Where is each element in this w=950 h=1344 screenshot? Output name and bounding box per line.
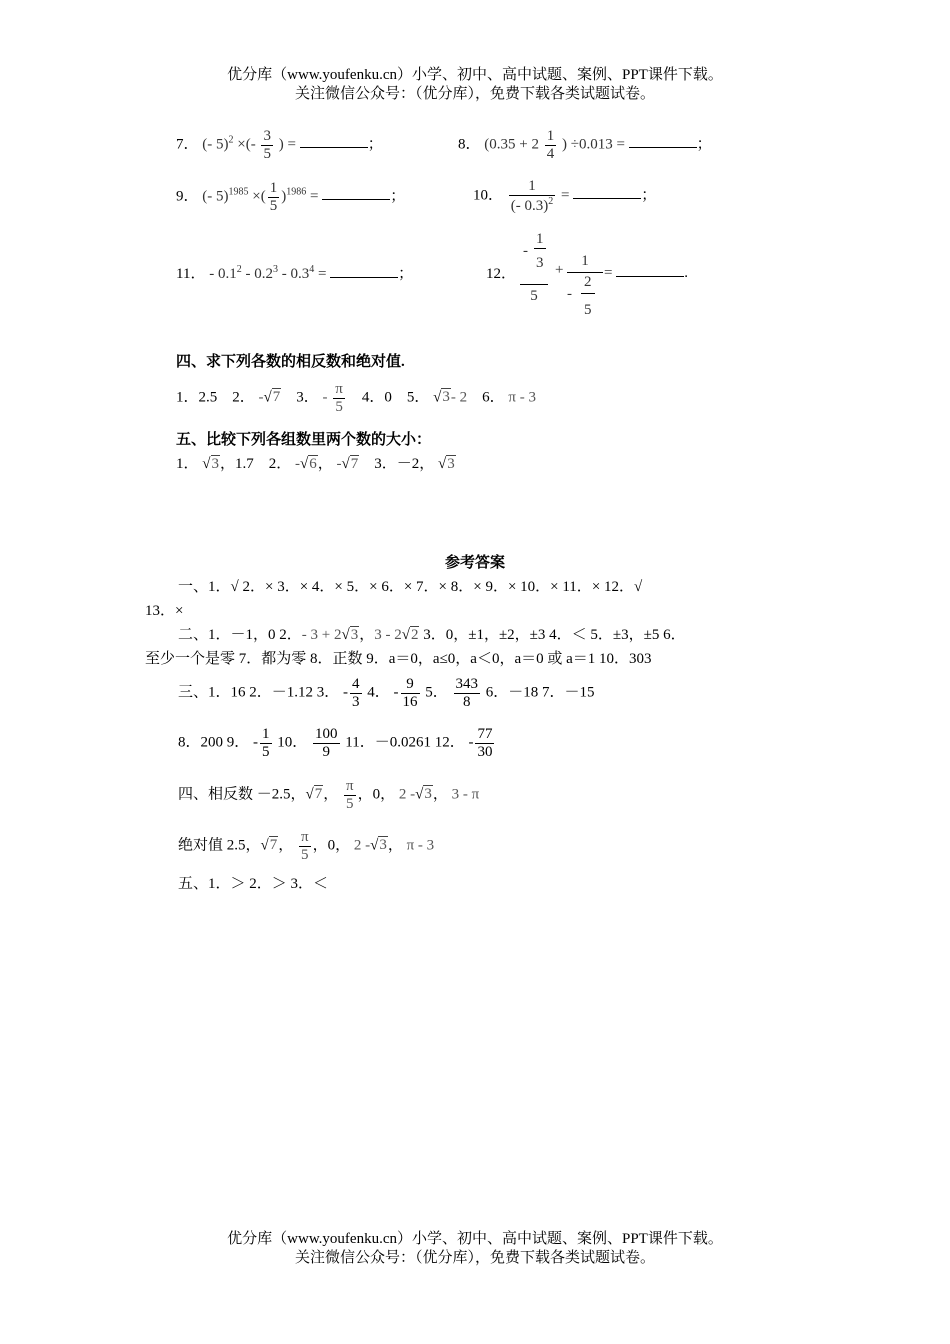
- radicand: 3: [211, 456, 219, 472]
- answers-part-4-opposites: [145, 778, 805, 812]
- opposites-row: 四、相反数 －2.5，√7， $\frac{\pi}{5}$ ，0， 2 -√3， 3 - π: [178, 778, 480, 812]
- denominator: 5: [262, 743, 270, 760]
- problem-number: 8．: [458, 136, 481, 153]
- exponent: 2: [236, 264, 242, 275]
- exponent: 3: [272, 264, 278, 275]
- minus-sign: -: [336, 456, 342, 472]
- separator: ；: [641, 187, 657, 204]
- exponent: 1985: [228, 186, 249, 198]
- denominator: 5: [263, 145, 271, 162]
- minus-sign: -: [468, 734, 474, 751]
- text: ，0，: [312, 837, 351, 854]
- radicand: 6: [309, 456, 317, 472]
- fraction: [344, 778, 356, 812]
- answer-blank[interactable]: [629, 133, 697, 148]
- radicand: 7: [269, 837, 278, 854]
- minus-sign: -: [322, 389, 328, 406]
- section-5-title: 五、比较下列各组数里两个数的大小：: [176, 432, 432, 448]
- denominator: 4: [546, 145, 555, 162]
- separator: ；: [390, 188, 406, 205]
- denominator: 9: [322, 743, 331, 760]
- denominator: 5: [346, 795, 354, 812]
- denominator: 16: [402, 693, 418, 710]
- text: 二、1．－1，0 2．: [178, 627, 302, 643]
- text: 8．200 9．: [178, 734, 250, 751]
- text: 3．0，±1，±2，±3 4．＜ 5．±3，±5 6．: [419, 627, 686, 643]
- equals-sign: =: [604, 265, 613, 281]
- answers-part-4-absolute: [145, 829, 805, 863]
- expr: - 2: [450, 389, 468, 406]
- section-4-title: 四、求下列各数的相反数和绝对值.: [176, 354, 405, 370]
- item-3-label: 3．－2，: [374, 456, 435, 472]
- expr: - 0.2: [245, 266, 273, 282]
- problem-12-fraction-a: [520, 230, 548, 305]
- expr: ) =: [278, 136, 296, 153]
- item-4: 4．0: [361, 389, 392, 406]
- answer-blank[interactable]: [322, 185, 390, 200]
- denominator: 5: [269, 197, 278, 214]
- radicand: 3: [379, 837, 387, 854]
- denominator: 30: [477, 743, 493, 760]
- answer-blank[interactable]: [573, 184, 641, 199]
- separator: ；: [696, 136, 712, 153]
- expr: (- 5): [202, 136, 229, 153]
- text: 11．－0.0261 12．: [345, 734, 465, 751]
- expr: - 0.1: [209, 266, 237, 282]
- expr: ): [281, 188, 287, 205]
- numerator: 1: [546, 128, 555, 144]
- expr: ，1.7: [220, 456, 254, 472]
- problem-number: 7．: [176, 136, 199, 153]
- expr: 3 - 2: [374, 627, 402, 643]
- minus-sign: -: [258, 389, 264, 406]
- item-1: 1．2.5: [176, 389, 218, 406]
- expr: =: [561, 187, 570, 204]
- section-5-items: 1． √3，1.7 2． -√6， -√7 3．－2， √3: [176, 456, 455, 472]
- answer-blank[interactable]: [300, 133, 368, 148]
- numerator: 3: [263, 128, 271, 144]
- expr: =: [309, 188, 319, 205]
- fraction: [260, 726, 272, 760]
- problem-12-fraction-b: [567, 252, 603, 321]
- fraction: [509, 178, 556, 214]
- fraction-a-numerator: [520, 230, 548, 284]
- separator: .: [684, 265, 688, 281]
- problem-7: [176, 128, 383, 162]
- answers-part-1-line-1: 一、1．√ 2．× 3．× 4．× 5．× 6．× 7．× 8．× 9．× 10．× 11．× 12．√: [178, 579, 643, 595]
- inner-numerator: 2: [584, 274, 592, 290]
- expr: (- 5): [202, 188, 229, 205]
- text: 四、相反数 －2.5，: [178, 786, 306, 803]
- fraction: [350, 676, 362, 710]
- expr: 2 -: [353, 837, 371, 854]
- answers-part-3-line-2: [145, 726, 805, 760]
- minus-sign: -: [253, 734, 259, 751]
- fraction: [545, 128, 557, 162]
- denominator-base: (- 0.3): [510, 197, 549, 214]
- exponent: 2: [228, 134, 234, 146]
- expr: ) ÷0.013 =: [561, 136, 625, 153]
- fraction: [313, 726, 340, 760]
- separator: ，: [359, 627, 375, 643]
- fraction-a-denominator: 5: [520, 284, 548, 305]
- exponent: 4: [309, 264, 315, 275]
- answers-part-5: [145, 872, 805, 896]
- radicand: 3: [350, 627, 359, 643]
- inner-denominator: 5: [584, 302, 592, 318]
- fraction: [268, 180, 280, 214]
- item-2-label: 2．: [232, 389, 255, 406]
- numerator: 1: [509, 178, 556, 196]
- numerator: 1: [262, 726, 270, 742]
- header-line-1: 优分库（www.youfenku.cn）小学、初中、高中试题、案例、PPT课件下载。: [227, 67, 723, 83]
- footer-line-1: 优分库（www.youfenku.cn）小学、初中、高中试题、案例、PPT课件下载。: [227, 1231, 723, 1247]
- expr: 3 - π: [451, 786, 480, 803]
- numerator: π: [346, 778, 354, 794]
- radicand: 7: [272, 389, 281, 406]
- separator: ，: [432, 786, 448, 803]
- radicand: 3: [447, 456, 455, 472]
- radicand: 7: [314, 786, 323, 803]
- absolute-row: 绝对值 2.5，√7， $\frac{\pi}{5}$ ，0， 2 -√3， π - 3: [178, 829, 435, 863]
- problem-11: [176, 262, 413, 283]
- fraction: [261, 128, 273, 162]
- problem-12-number: 12．: [486, 266, 517, 282]
- numerator: 1: [269, 180, 278, 196]
- expr: =: [317, 266, 327, 282]
- fraction: [299, 829, 311, 863]
- problem-10: [473, 178, 656, 214]
- fraction: [401, 676, 420, 710]
- expr: (0.35 + 2: [484, 136, 539, 153]
- inner-fraction-bar: [534, 248, 546, 249]
- numerator: 77: [477, 726, 493, 742]
- problem-number: 9．: [176, 188, 199, 205]
- item-1-label: 1．: [176, 456, 199, 472]
- denominator: 5: [301, 846, 309, 863]
- expr: ×(-: [237, 136, 256, 153]
- numerator: π: [335, 381, 343, 397]
- problem-12-answer: [604, 262, 688, 282]
- fraction-b-numerator: 1: [567, 252, 603, 273]
- minus-sign: -: [523, 243, 528, 259]
- text: ，0，: [357, 786, 396, 803]
- inner-denominator: 3: [536, 255, 544, 271]
- answer-blank[interactable]: [330, 263, 398, 278]
- separator: ，: [317, 456, 333, 472]
- answers-part-2-line-1: 二、1．－1，0 2．- 3 + 2√3，3 - 2√2 3．0，±1，±2，±3 4．＜ 5．±3，±5 6．: [178, 627, 686, 643]
- answers-part-3-row-2: [145, 726, 805, 760]
- text: 10．: [277, 734, 308, 751]
- radicand: 2: [410, 627, 419, 643]
- problem-number: 11．: [176, 266, 206, 282]
- fraction: [454, 676, 481, 710]
- text: 6．－18 7．－15: [485, 684, 595, 701]
- header-line-2: 关注微信公众号：（优分库），免费下载各类试题试卷。: [294, 86, 655, 102]
- minus-sign: -: [295, 456, 301, 472]
- expr: 2 -: [398, 786, 416, 803]
- answers-part-3-line-1: [145, 676, 805, 710]
- separator: ，: [387, 837, 403, 854]
- item-2-label: 2．: [268, 456, 292, 472]
- separator: ，: [278, 837, 294, 854]
- numerator: 4: [352, 676, 360, 692]
- answers-part-2: [145, 623, 805, 671]
- item-5-label: 5．: [406, 389, 430, 406]
- expr: π - 3: [508, 389, 536, 406]
- exponent: 2: [548, 195, 554, 207]
- section-4-items: 1．2.5 2． -√7 3． - $\frac{\pi}{5}$ 4．0 5． √3- 2 6． π - 3: [176, 381, 536, 415]
- footer-line-2: 关注微信公众号：（优分库），免费下载各类试题试卷。: [294, 1250, 655, 1266]
- text: 三、1．16 2．－1.12 3．: [178, 684, 340, 701]
- text: 4．: [367, 684, 390, 701]
- radicand: 7: [350, 456, 359, 472]
- answers-part-5-text: 五、1．＞ 2．＞ 3．＜: [178, 876, 329, 892]
- fraction-b-denominator: [567, 273, 603, 321]
- page-footer: [0, 1230, 950, 1268]
- separator: ；: [367, 136, 383, 153]
- page-header: [0, 66, 950, 104]
- fraction: [475, 726, 494, 760]
- minus-sign: -: [567, 286, 572, 302]
- inner-fraction-bar: [581, 293, 595, 294]
- answers-part-3-row-1: [145, 676, 805, 710]
- numerator: 100: [315, 726, 338, 742]
- numerator: 343: [455, 676, 479, 692]
- denominator: 3: [352, 693, 360, 710]
- minus-sign: -: [343, 684, 349, 701]
- fraction: [333, 381, 345, 415]
- denominator: 5: [335, 398, 343, 415]
- radicand: 3: [424, 786, 432, 803]
- problem-8: [458, 128, 712, 162]
- expr: - 3 + 2: [301, 627, 342, 643]
- expr: ×(: [252, 188, 266, 205]
- denominator: 8: [463, 693, 471, 710]
- minus-sign: -: [393, 684, 399, 701]
- numerator: π: [301, 829, 309, 845]
- plus-sign: +: [555, 262, 564, 278]
- item-6-label: 6．: [482, 389, 505, 406]
- exponent: 1986: [286, 186, 307, 198]
- text: 绝对值 2.5，: [178, 837, 261, 854]
- answers-part-2-line-2: 至少一个是零 7．都为零 8．正数 9．a＝0，a≤0，a＜0，a＝0 或 a＝1 10．303: [145, 651, 652, 667]
- text: 5．: [425, 684, 448, 701]
- answers-part-1: [145, 575, 805, 623]
- problem-9: [176, 180, 405, 214]
- inner-numerator: 1: [536, 231, 544, 247]
- separator: ，: [323, 786, 339, 803]
- expr: - 0.3: [281, 266, 310, 282]
- problem-number: 10．: [473, 187, 504, 204]
- answers-part-1-line-2: 13．×: [145, 603, 184, 619]
- answer-blank[interactable]: [616, 262, 684, 277]
- denominator: [509, 196, 556, 215]
- separator: ；: [398, 266, 414, 282]
- radicand: 3: [442, 389, 450, 406]
- expr: π - 3: [406, 837, 435, 854]
- answers-title: 参考答案: [444, 555, 505, 571]
- numerator: 9: [401, 676, 420, 694]
- item-3-label: 3．: [296, 389, 319, 406]
